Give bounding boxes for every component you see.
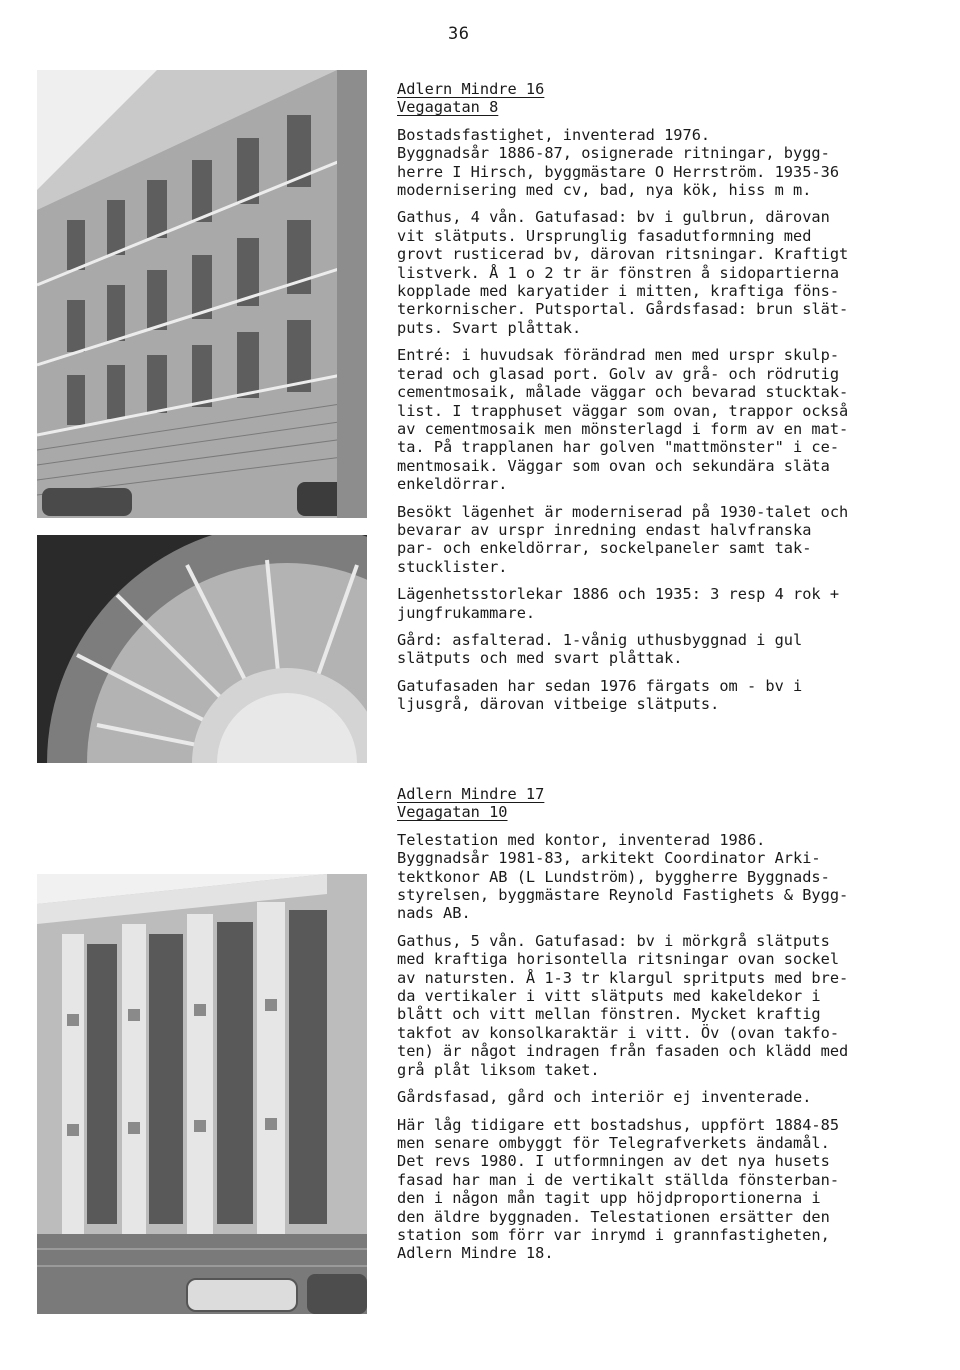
section-adlern-mindre-16 xyxy=(397,80,897,723)
paragraph: Bostadsfastighet, inventerad 1976. Byggnadsår 1886-87, osignerade ritningar, bygg- herre I Hirsch, byggmästare O Herrström. 1935-36 modernisering med cv, bad, nya kök, hiss m m. xyxy=(397,125,840,200)
section-heading xyxy=(397,80,897,117)
paragraph: Här låg tidigare ett bostadshus, uppfört 1884-85 men senare ombyggt för Telegrafverkets ändamål. Det revs 1980. I utformningen av det nya husets fasad har man i de vertikalt ställda fönsterban- den i någon mån tagit upp höjdproportionerna i den äldre byggnaden. Telestationen ersätter den station som förr var inrymd i grannfastigheten, Adlern Mindre 18. xyxy=(397,1115,840,1263)
property-name: Adlern Mindre 16 xyxy=(397,80,545,98)
paragraph: Gathus, 4 vån. Gatufasad: bv i gulbrun, därovan vit slätputs. Ursprunglig fasadutformning med grovt rusticerad bv, därovan ritsningar. Kraftigt listverk. Å 1 o 2 tr är fönstren å sidopartierna kopplade med karyatider i mitten, kraftiga föns- terkornischer. Putsportal. Gårdsfasad: brun slät- puts. Svart plåttak. xyxy=(397,208,849,337)
section-adlern-mindre-17 xyxy=(397,785,897,1272)
paragraph: Gatufasaden har sedan 1976 färgats om - bv i ljusgrå, därovan vitbeige slätputs. xyxy=(397,676,803,714)
section-heading xyxy=(397,785,897,822)
telestation-building-photo xyxy=(37,874,367,1314)
street-address: Vegagatan 10 xyxy=(397,803,508,822)
building-facade-photo xyxy=(37,70,367,518)
paragraph: Lägenhetsstorlekar 1886 och 1935: 3 resp 4 rok + jungfrukammare. xyxy=(397,585,840,622)
paragraph: Besökt lägenhet är moderniserad på 1930-talet och bevarar av urspr inredning endast halvfranska par- och enkeldörrar, sockelpaneler samt tak- stucklister. xyxy=(397,502,849,576)
property-name: Adlern Mindre 17 xyxy=(397,785,545,803)
paragraph: Telestation med kontor, inventerad 1986. Byggnadsår 1981-83, arkitekt Coordinator Arki- tektkonor AB (L Lundström), byggherre Byggnads- styrelsen, byggmästare Reynold Fastighets & Bygg- nads AB. xyxy=(397,830,849,923)
street-address: Vegagatan 8 xyxy=(397,98,499,117)
page-number: 36 xyxy=(448,24,470,44)
paragraph: Gårdsfasad, gård och interiör ej inventerade. xyxy=(397,1088,812,1107)
paragraph: Entré: i huvudsak förändrad men med urspr skulp- terad och glasad port. Golv av grå- och rödrutig cementmosaik, målade väggar och bevarad stucktak- list. I trapphuset väggar som ovan, trappor också av cementmosaik men mönsterlagd i form av en mat- ta. På trapplanen har golven "mattmönster" i ce- mentmosaik. Väggar som ovan och sekundära släta enkeldörrar. xyxy=(397,346,849,494)
spiral-staircase-photo xyxy=(37,535,367,763)
paragraph: Gård: asfalterad. 1-vånig uthusbyggnad i gul slätputs och med svart plåttak. xyxy=(397,630,803,668)
paragraph: Gathus, 5 vån. Gatufasad: bv i mörkgrå slätputs med kraftiga horisontella ritsningar ovan sockel av natursten. Å 1-3 tr klargul spritputs med bre- da vertikaler i vitt slätputs med kakeldekor i blått och vitt mellan fönstren. Mycket kraftig takfot av konsolkaraktär i vitt. Öv (ovan takfo- ten) är något indragen från fasaden och klädd med grå plåt liksom taket. xyxy=(397,931,849,1079)
